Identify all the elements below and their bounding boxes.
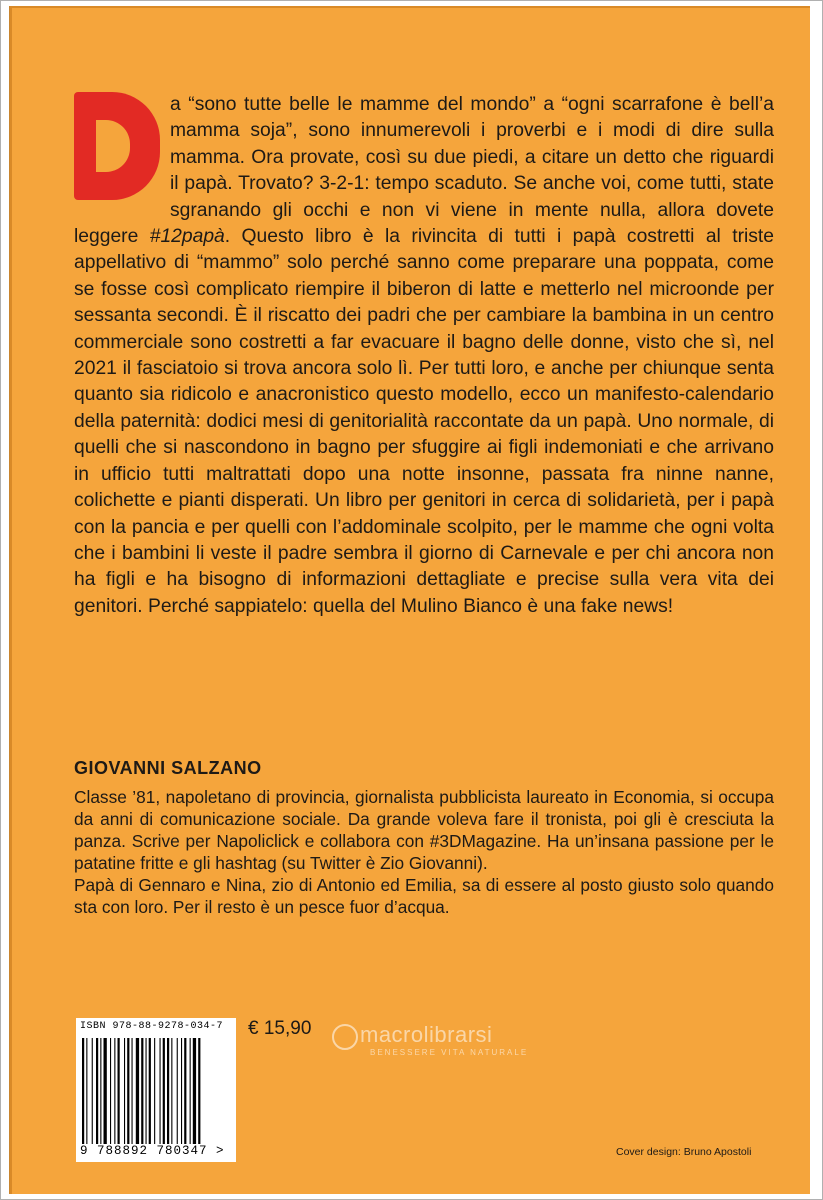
barcode-label: [76, 1018, 236, 1162]
price: € 15,90: [248, 1018, 312, 1039]
barcode-digits: 9 788892 780347 >: [80, 1144, 225, 1158]
watermark: [332, 1022, 592, 1062]
author-bio-paragraph-1: Classe ’81, napoletano di provincia, giornalista pubblicista laureato in Economia, si occupa da anni di comunicazione sociale. Da grande voleva fare il tronista, poi gli è cresciuta la panza. Scrive per Napoliclick e collabora con #3DMagazine. Ha un’insana passione per le patatine fritte e gli hashtag (su Twitter è Zio Giovanni).: [74, 787, 774, 873]
blurb-text-part1: a “sono tutte belle le mamme del mondo” a “ogni scarrafone è bell’a mamma soja”, sono innumerevoli i proverbi e i modi di dire sulla mamma. Ora provate, così su due piedi, a citare un detto che riguardi il papà. Trovato? 3-2-1: tempo scaduto. Se anche voi, come tutti, state sgranando gli occhi e non vi viene in mente nulla, allora dovete leggere: [74, 94, 774, 248]
watermark-tagline: BENESSERE VITA NATURALE: [370, 1048, 529, 1057]
barcode-icon: [82, 1038, 230, 1144]
watermark-logo-icon: [332, 1024, 358, 1050]
book-title-hashtag: #12papà: [149, 226, 225, 248]
author-bio-paragraph-2: Papà di Gennaro e Nina, zio di Antonio ed Emilia, sa di essere al posto giusto solo quando sta con loro. Per il resto è un pesce fuor d’acqua.: [74, 875, 774, 917]
author-bio: [74, 786, 774, 918]
dropcap-d: [74, 92, 160, 200]
blurb-text-part2: . Questo libro è la rivincita di tutti i papà costretti al triste appellativo di “mammo” solo perché sanno come preparare una poppata, come se fosse così complicato riempire il biberon di latte e metterlo nel microonde per sessanta secondi. È il riscatto dei padri che per cambiare la bambina in un centro commerciale sono costretti a far evacuare il bagno delle donne, visto che sì, nel 2021 il fasciatoio si trova ancora solo lì. Per tutti loro, e anche per chiunque senta quanto sia ridicolo e anacronistico questo modello, ecco un manifesto-calendario della paternità: dodici mesi di genitorialità raccontate da un papà. Uno normale, di quelli che si nascondono in bagno per sfuggire ai figli indemoniati e che arrivano in ufficio tutti maltrattati dopo una notte insonne, passata fra ninne nanne, colichette e pianti disperati. Un libro per genitori in cerca di solidarietà, per i papà con la pancia e per quelli con l’addominale scolpito, per le mamme che ogni volta che i bambini li veste il padre sembra il giorno di Carnevale e per chi ancora non ha figli e ha bisogno di informazioni dettagliate e precise sulla vera vita dei genitori. Perché sappiatelo: quella del Mulino Bianco è una fake news!: [74, 226, 774, 617]
author-name: GIOVANNI SALZANO: [74, 758, 262, 778]
watermark-name: macrolibrarsi: [360, 1022, 493, 1047]
book-back-cover: [10, 6, 810, 1194]
cover-design-credit: Cover design: Bruno Apostoli: [616, 1146, 752, 1158]
book-blurb: [74, 92, 774, 620]
isbn-number: ISBN 978-88-9278-034-7: [80, 1021, 224, 1032]
